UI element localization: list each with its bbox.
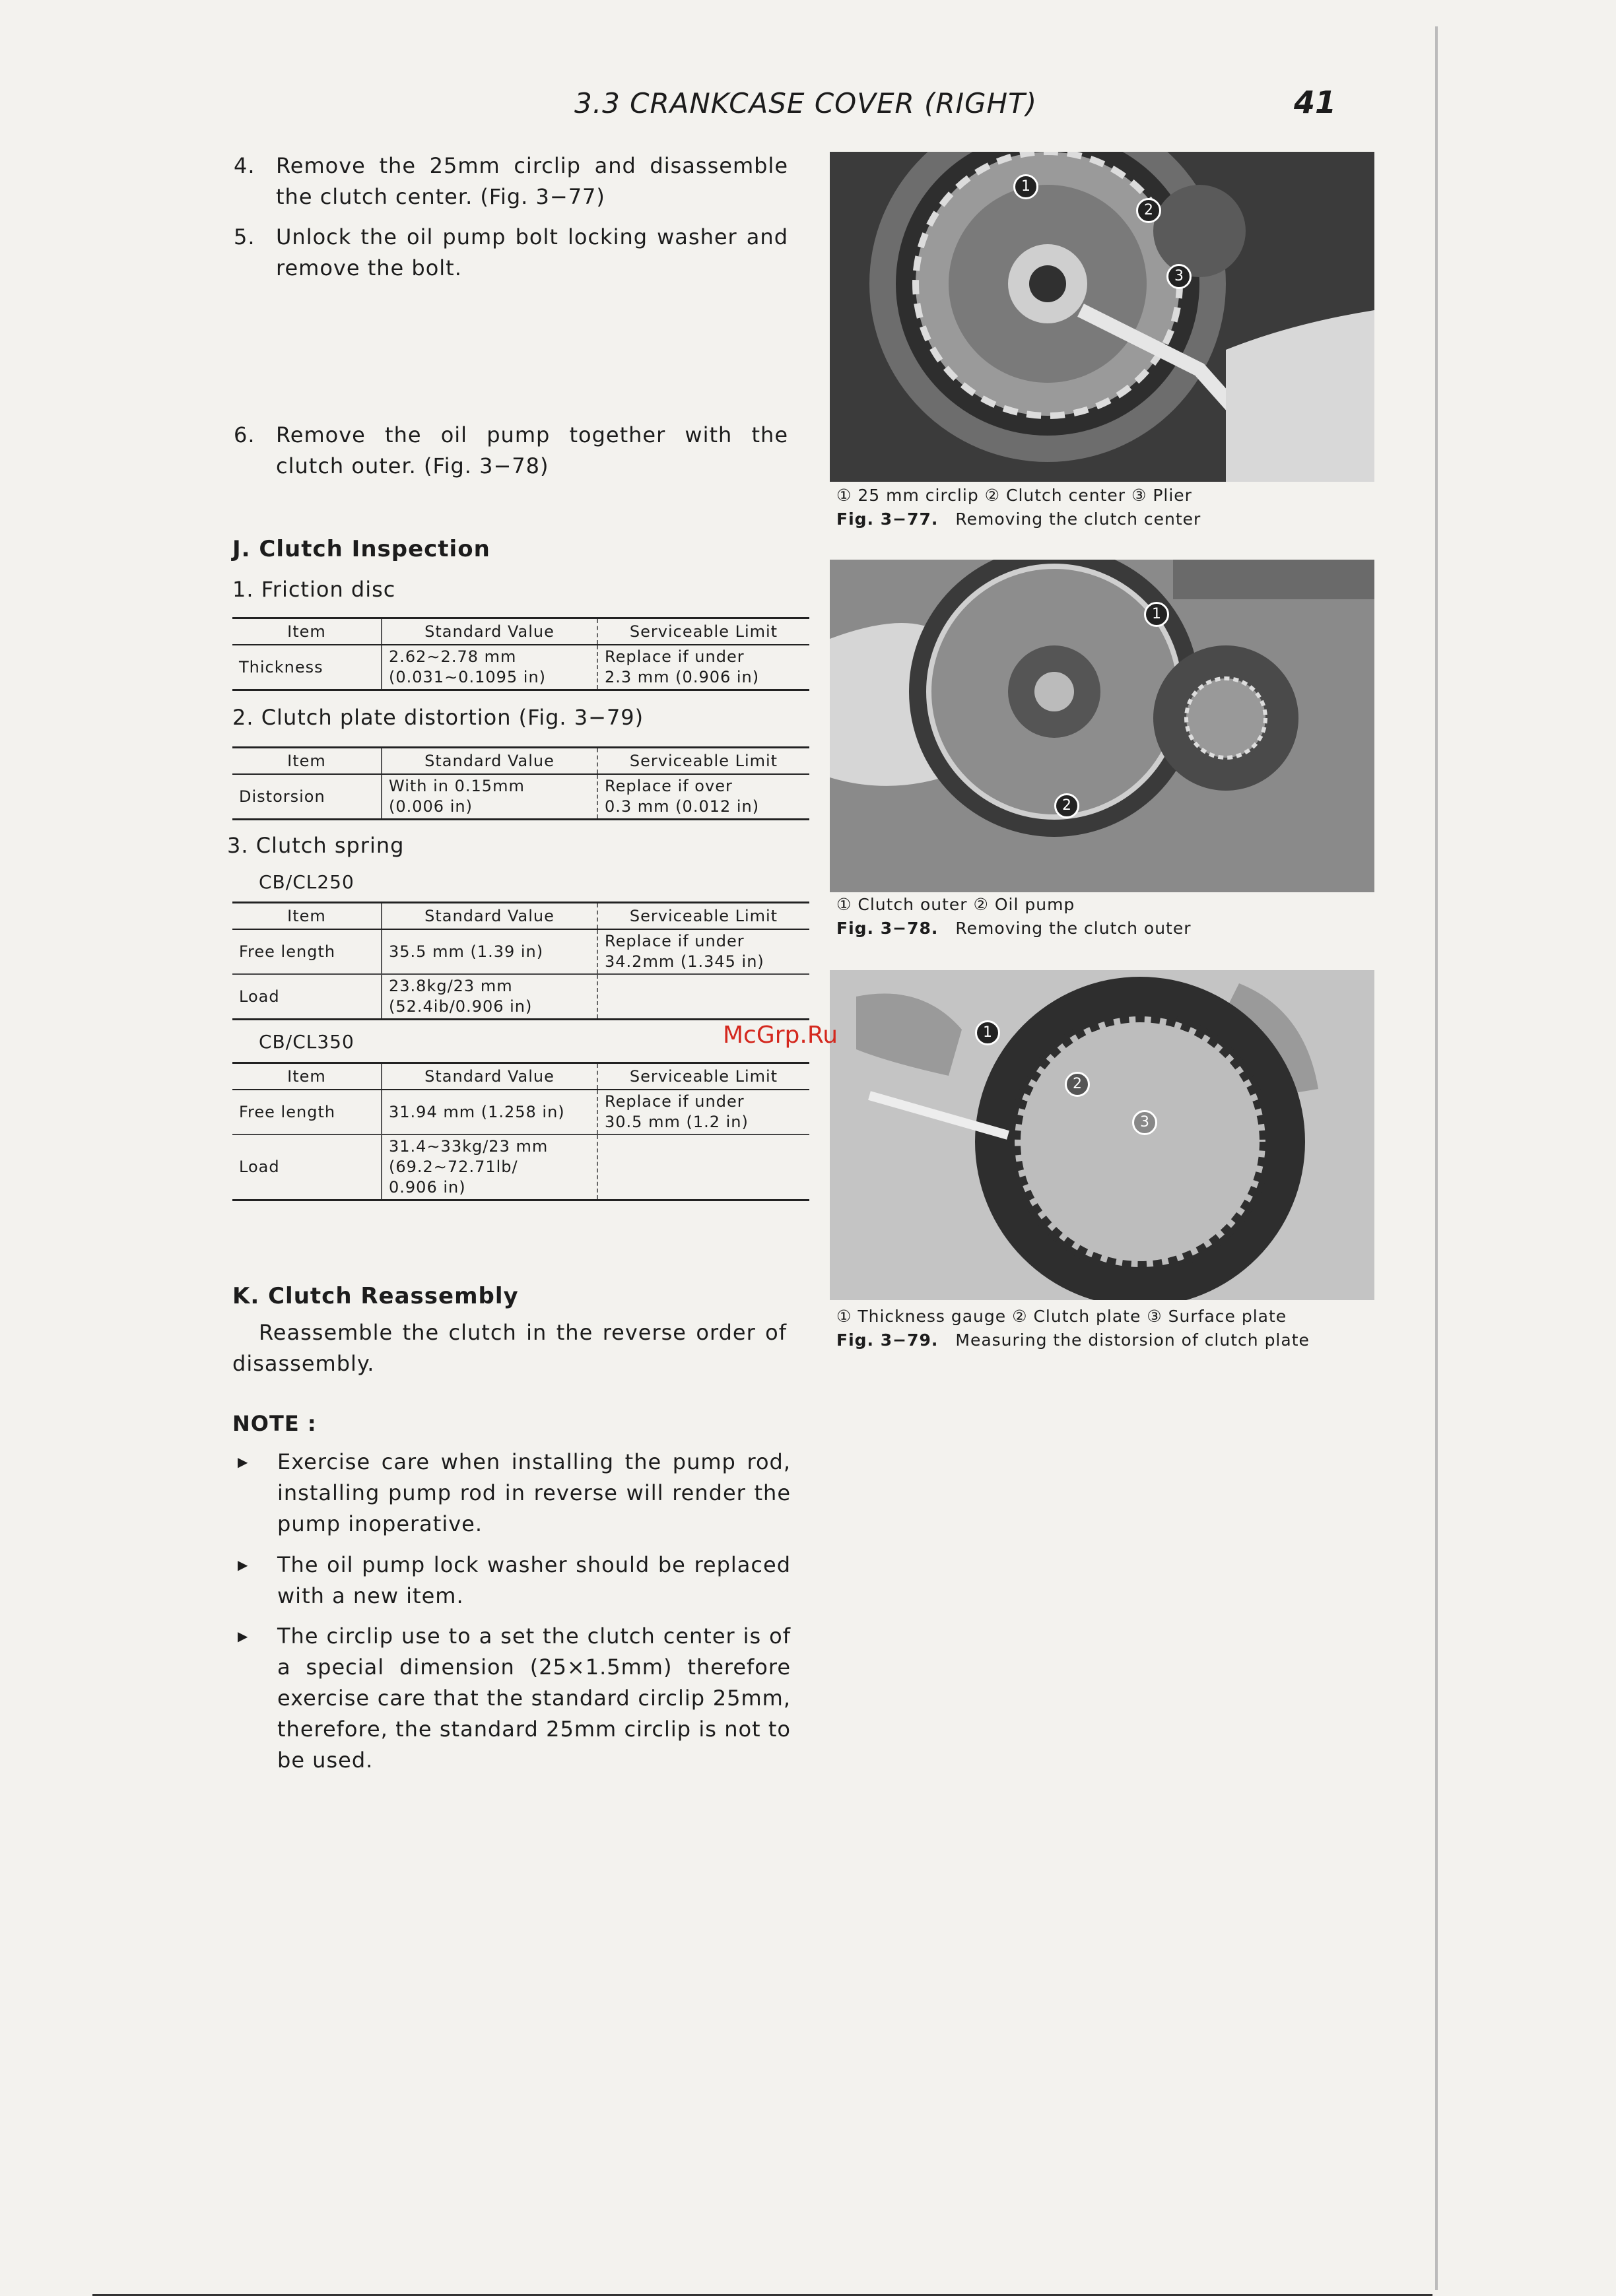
col-standard: Standard Value — [382, 903, 597, 930]
figure-callout: 3 — [1166, 264, 1192, 289]
cell-item: Thickness — [232, 645, 382, 690]
cell-item: Free length — [232, 929, 382, 974]
step-4 — [234, 150, 788, 216]
distortion-title: 2. Clutch plate distortion (Fig. 3−79) — [232, 705, 644, 730]
step-number: 6. — [234, 422, 255, 447]
col-limit: Serviceable Limit — [597, 903, 809, 930]
bullet-text: The oil pump lock washer should be replaced with a new item. — [277, 1552, 791, 1608]
reassembly-heading: K. Clutch Reassembly — [232, 1283, 519, 1309]
figure-label: Fig. 3−79. Measuring the distorsion of clutch plate — [836, 1330, 1310, 1350]
figure-3-79-photo — [830, 970, 1374, 1300]
bullet-text: The circlip use to a set the clutch center is of a special dimension (25×1.5mm) therefore exercise care that the standard circlip 25mm, therefore, the standard 25mm circlip is not to be used. — [277, 1624, 791, 1773]
note-bullet-3 — [238, 1621, 792, 1779]
clutch-spring-title: 3. Clutch spring — [227, 833, 405, 858]
cell-standard: 23.8kg/23 mm (52.4ib/0.906 in) — [382, 974, 597, 1020]
section-title: 3.3 CRANKCASE COVER (RIGHT) — [574, 87, 1038, 119]
figure-3-78-photo — [830, 560, 1374, 892]
page-number: 41 — [1294, 84, 1337, 120]
cell-standard: 31.4∼33kg/23 mm (69.2∼72.71lb/ 0.906 in) — [382, 1134, 597, 1200]
figure-label: Fig. 3−77. Removing the clutch center — [836, 509, 1201, 529]
step-text: Remove the oil pump together with the clutch outer. (Fig. 3−78) — [276, 422, 788, 478]
inspection-heading: J. Clutch Inspection — [232, 536, 490, 562]
col-item: Item — [232, 618, 382, 645]
step-text: Remove the 25mm circlip and disassemble the clutch center. (Fig. 3−77) — [276, 153, 788, 209]
cell-limit: Replace if under 30.5 mm (1.2 in) — [597, 1090, 809, 1134]
cell-standard: 2.62∼2.78 mm (0.031∼0.1095 in) — [382, 645, 597, 690]
figure-callout: 2 — [1054, 793, 1079, 818]
cell-standard: With in 0.15mm (0.006 in) — [382, 774, 597, 820]
step-text: Unlock the oil pump bolt locking washer and remove the bolt. — [276, 224, 788, 280]
cell-limit: Replace if under 34.2mm (1.345 in) — [597, 929, 809, 974]
friction-disc-title: 1. Friction disc — [232, 577, 396, 602]
cell-standard: 31.94 mm (1.258 in) — [382, 1090, 597, 1134]
model-cb350: CB/CL350 — [259, 1031, 354, 1053]
table-row — [232, 974, 809, 1020]
table-row — [232, 929, 809, 974]
cell-limit: Replace if under 2.3 mm (0.906 in) — [597, 645, 809, 690]
cell-item: Distorsion — [232, 774, 382, 820]
cell-item: Load — [232, 974, 382, 1020]
bullet-text: Exercise care when installing the pump rod, installing pump rod in reverse will render the pump inoperative. — [277, 1449, 791, 1536]
cell-limit — [597, 974, 809, 1020]
figure-callout: 3 — [1132, 1110, 1157, 1135]
cell-item: Free length — [232, 1090, 382, 1134]
col-item: Item — [232, 903, 382, 930]
cell-standard: 35.5 mm (1.39 in) — [382, 929, 597, 974]
table-row — [232, 1134, 809, 1200]
step-5 — [234, 222, 788, 288]
col-standard: Standard Value — [382, 618, 597, 645]
note-title: NOTE : — [232, 1411, 317, 1436]
friction-disc-table — [232, 617, 809, 691]
table-row — [232, 1090, 809, 1134]
reassembly-text: Reassemble the clutch in the reverse order of disassembly. — [232, 1320, 787, 1376]
figure-callout: 1 — [975, 1020, 1000, 1045]
col-standard: Standard Value — [382, 748, 597, 775]
cell-item: Load — [232, 1134, 382, 1200]
figure-callout: 1 — [1013, 174, 1038, 199]
watermark: McGrp.Ru — [723, 1022, 838, 1049]
figure-label: Fig. 3−78. Removing the clutch outer — [836, 919, 1192, 938]
col-limit: Serviceable Limit — [597, 618, 809, 645]
col-limit: Serviceable Limit — [597, 1063, 809, 1090]
figure-caption: ① Clutch outer ② Oil pump — [836, 895, 1075, 914]
cell-limit — [597, 1134, 809, 1200]
step-6 — [234, 420, 788, 486]
step-number: 4. — [234, 153, 255, 178]
col-limit: Serviceable Limit — [597, 748, 809, 775]
figure-callout: 2 — [1065, 1072, 1090, 1097]
figure-caption: ① Thickness gauge ② Clutch plate ③ Surface plate — [836, 1307, 1287, 1326]
bullet-icon: ▶ — [238, 1557, 249, 1573]
figure-3-77-photo — [830, 152, 1374, 482]
col-item: Item — [232, 748, 382, 775]
model-cb250: CB/CL250 — [259, 871, 354, 893]
col-item: Item — [232, 1063, 382, 1090]
note-bullet-2 — [238, 1550, 792, 1616]
col-standard: Standard Value — [382, 1063, 597, 1090]
figure-callout: 2 — [1136, 198, 1161, 223]
table-row — [232, 645, 809, 690]
right-edge-rule — [1435, 26, 1438, 2290]
figure-caption: ① 25 mm circlip ② Clutch center ③ Plier — [836, 486, 1192, 505]
distortion-table — [232, 746, 809, 820]
step-number: 5. — [234, 224, 255, 249]
spring-250-table — [232, 902, 809, 1020]
note-bullet-1 — [238, 1447, 792, 1546]
bullet-icon: ▶ — [238, 1454, 249, 1470]
spring-350-table — [232, 1062, 809, 1201]
figure-callout: 1 — [1144, 602, 1169, 627]
cell-limit: Replace if over 0.3 mm (0.012 in) — [597, 774, 809, 820]
table-row — [232, 774, 809, 820]
bullet-icon: ▶ — [238, 1628, 249, 1644]
